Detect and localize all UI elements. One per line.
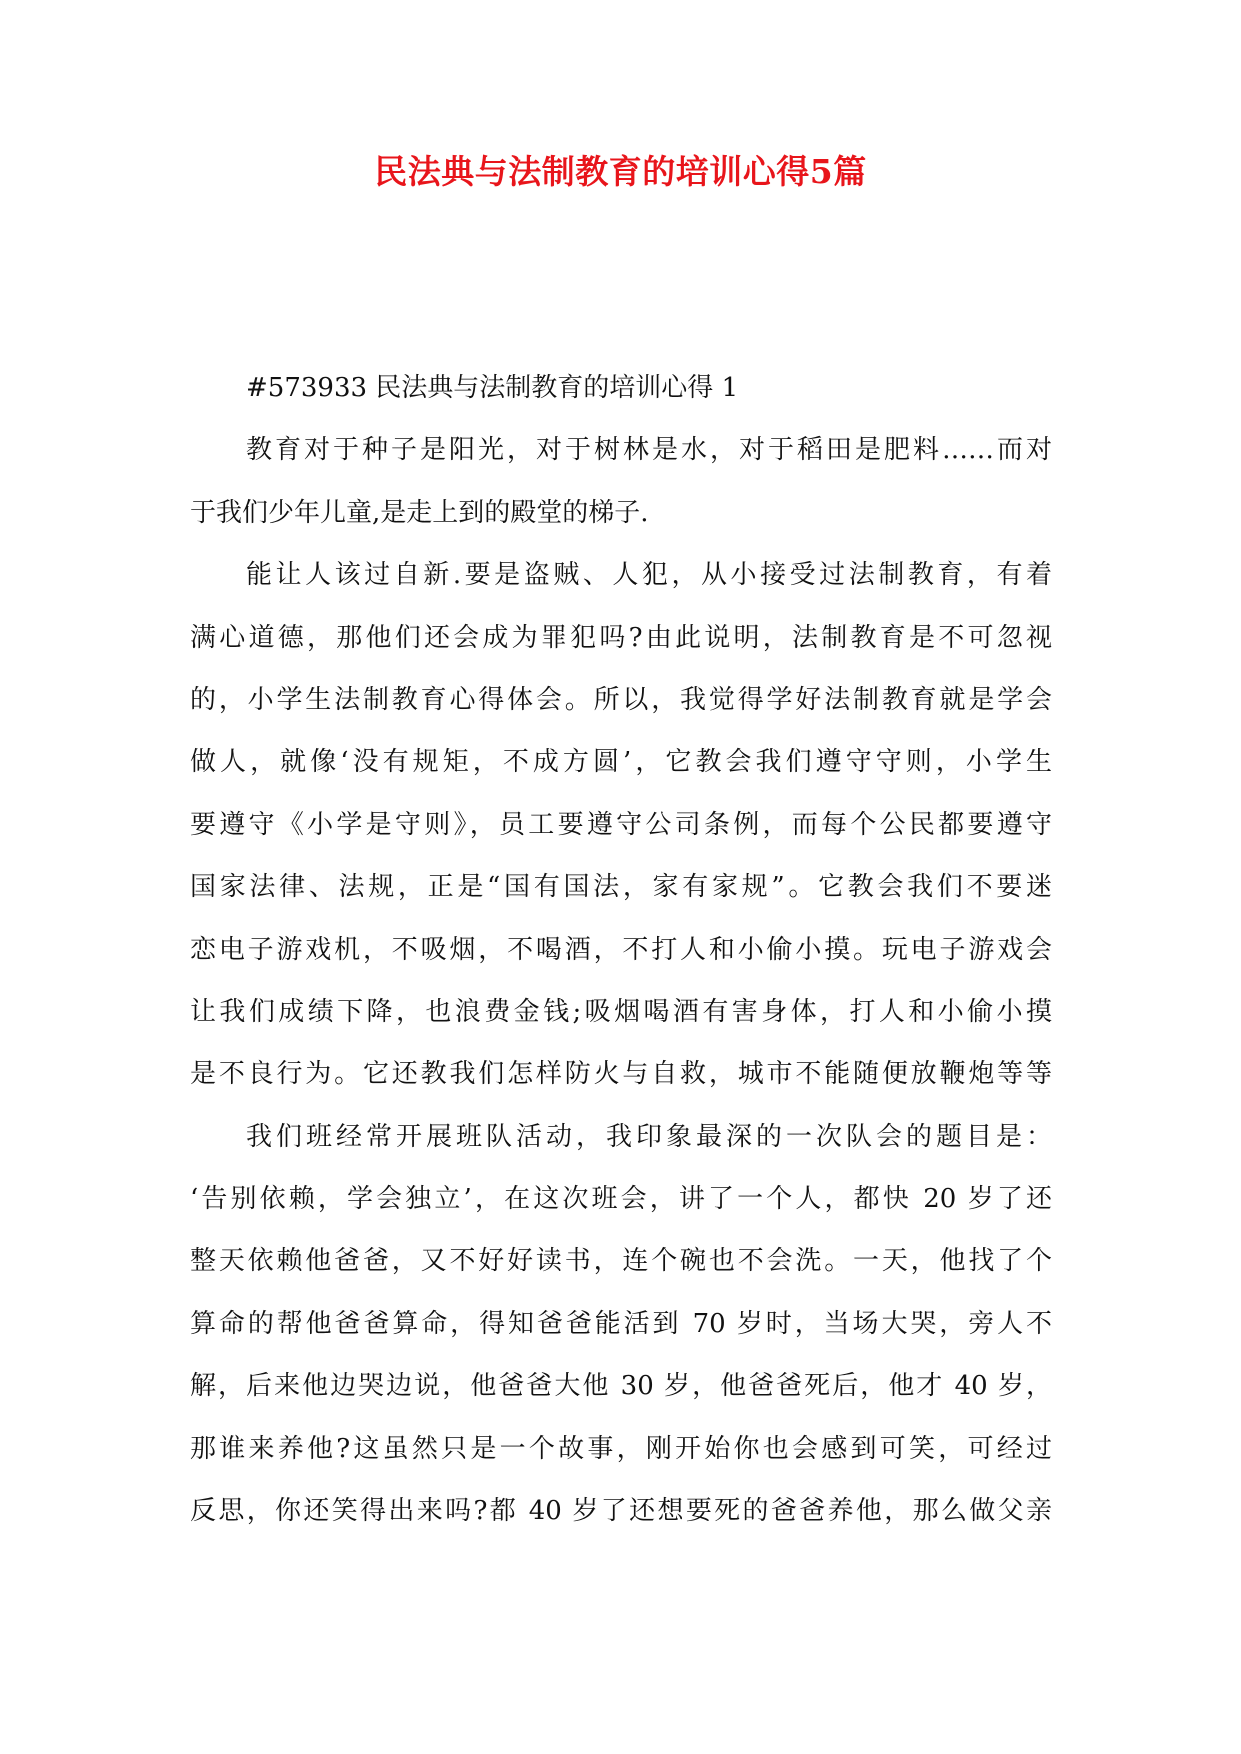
body-line: 恋电子游戏机，不吸烟，不喝酒，不打人和小偷小摸。玩电子游戏会 — [190, 934, 1052, 965]
document-body — [190, 357, 1052, 1542]
body-line: ‘告别依赖，学会独立’，在这次班会，讲了一个人，都快 20 岁了还 — [190, 1184, 1052, 1215]
body-line: 算命的帮他爸爸算命，得知爸爸能活到 70 岁时，当场大哭，旁人不 — [190, 1308, 1052, 1339]
body-line: 要遵守《小学是守则》，员工要遵守公司条例，而每个公民都要遵守 — [190, 809, 1052, 840]
body-line: 国家法律、法规，正是“国有国法，家有家规”。它教会我们不要迷 — [190, 872, 1052, 903]
body-line: 让我们成绩下降，也浪费金钱;吸烟喝酒有害身体，打人和小偷小摸 — [190, 996, 1052, 1027]
body-line: 于我们少年儿童,是走上到的殿堂的梯子. — [190, 497, 649, 528]
body-line: 反思，你还笑得出来吗?都 40 岁了还想要死的爸爸养他，那么做父亲 — [190, 1496, 1052, 1527]
body-line: 能让人该过自新.要是盗贼、人犯，从小接受过法制教育，有着 — [246, 560, 1052, 591]
document-title: 民法典与法制教育的培训心得5篇 — [374, 152, 867, 191]
body-line: 的，小学生法制教育心得体会。所以，我觉得学好法制教育就是学会 — [190, 684, 1052, 715]
body-line: 满心道德，那他们还会成为罪犯吗?由此说明，法制教育是不可忽视 — [190, 622, 1052, 653]
section-heading: #573933 民法典与法制教育的培训心得 1 — [246, 373, 739, 403]
body-line: 那谁来养他?这虽然只是一个故事，刚开始你也会感到可笑，可经过 — [190, 1433, 1052, 1464]
body-line: 教育对于种子是阳光，对于树林是水，对于稻田是肥料……而对 — [246, 435, 1052, 466]
body-line: 整天依赖他爸爸，又不好好读书，连个碗也不会洗。一天，他找了个 — [190, 1246, 1052, 1277]
body-line: 做人，就像‘没有规矩，不成方圆’，它教会我们遵守守则，小学生 — [190, 747, 1052, 778]
body-line: 我们班经常开展班队活动，我印象最深的一次队会的题目是： — [246, 1121, 1052, 1152]
body-line: 解，后来他边哭边说，他爸爸大他 30 岁，他爸爸死后，他才 40 岁， — [190, 1371, 1052, 1402]
body-line: 是不良行为。它还教我们怎样防火与自救，城市不能随便放鞭炮等等 — [190, 1059, 1052, 1090]
